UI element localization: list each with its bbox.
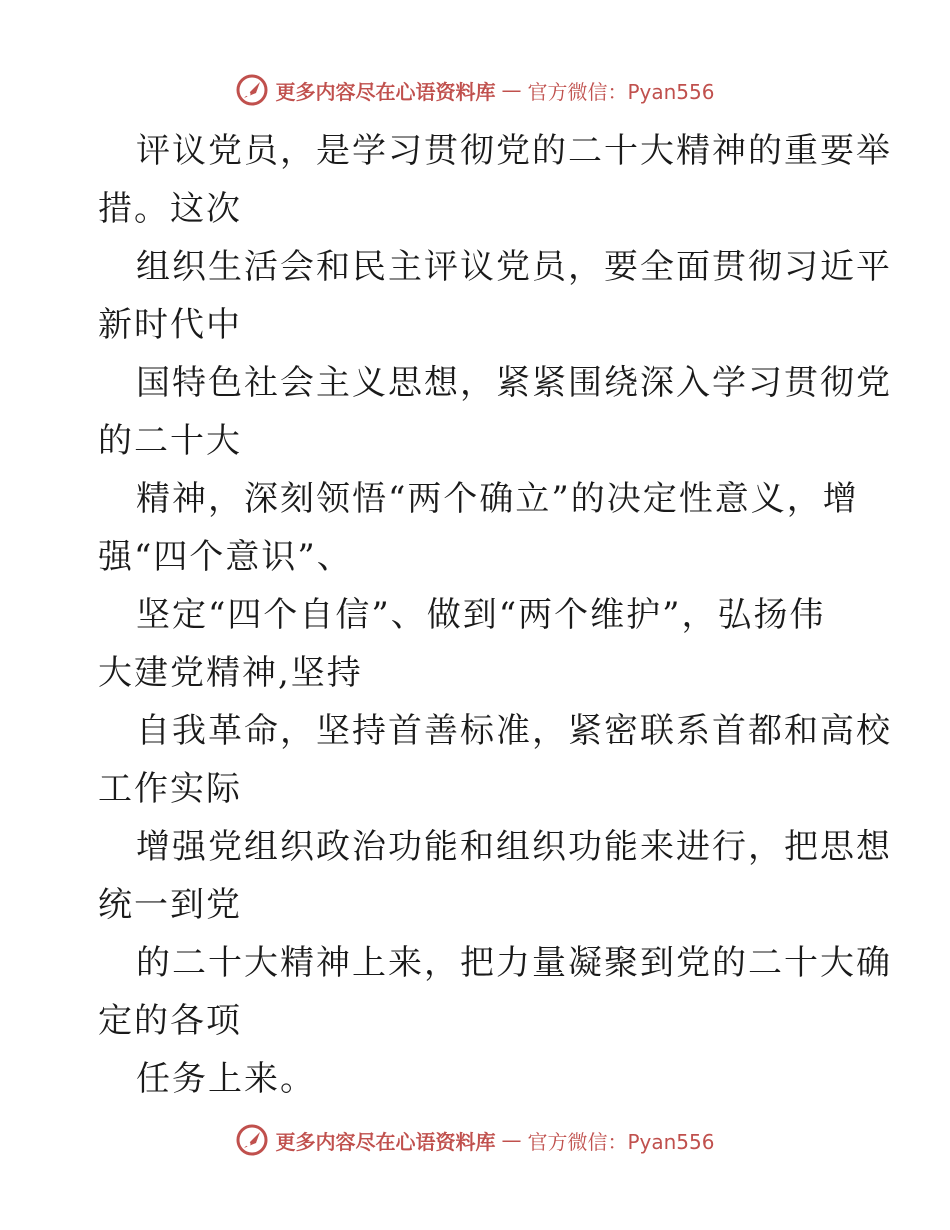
- watermark-site-text: 更多内容尽在心语资料库: [275, 79, 496, 104]
- quill-logo-icon: [235, 1123, 269, 1157]
- text-line: 措。这次: [98, 189, 242, 229]
- text-line: 坚定“四个自信”、做到“两个维护”，弘扬伟: [136, 595, 826, 635]
- text-line: 新时代中: [98, 305, 242, 345]
- quill-logo-icon: [235, 73, 269, 107]
- text-line: 工作实际: [98, 769, 242, 809]
- text-line: 自我革命，坚持首善标准，紧密联系首都和高校: [136, 711, 892, 751]
- text-line: 的二十大: [98, 421, 242, 461]
- watermark-wechat-text: 官方微信：Pyan556: [527, 1129, 715, 1154]
- watermark-separator: —: [501, 1128, 522, 1152]
- text-line: 强“四个意识”、: [98, 537, 353, 577]
- text-line: 增强党组织政治功能和组织功能来进行，把思想: [136, 827, 892, 867]
- header-watermark: [0, 70, 950, 110]
- text-line: 定的各项: [98, 1001, 242, 1041]
- text-line: 任务上来。: [136, 1059, 316, 1099]
- document-body: [98, 122, 892, 1108]
- watermark-wechat-text: 官方微信：Pyan556: [527, 79, 715, 104]
- text-line: 评议党员，是学习贯彻党的二十大精神的重要举: [136, 131, 892, 171]
- watermark-site-text: 更多内容尽在心语资料库: [275, 1129, 496, 1154]
- text-line: 的二十大精神上来，把力量凝聚到党的二十大确: [136, 943, 892, 983]
- text-line: 大建党精神,坚持: [98, 653, 363, 693]
- footer-watermark: [0, 1120, 950, 1160]
- watermark-separator: —: [501, 78, 522, 102]
- text-line: 组织生活会和民主评议党员，要全面贯彻习近平: [136, 247, 892, 287]
- text-line: 国特色社会主义思想，紧紧围绕深入学习贯彻党: [136, 363, 892, 403]
- text-line: 统一到党: [98, 885, 242, 925]
- text-line: 精神，深刻领悟“两个确立”的决定性意义，增: [136, 479, 859, 519]
